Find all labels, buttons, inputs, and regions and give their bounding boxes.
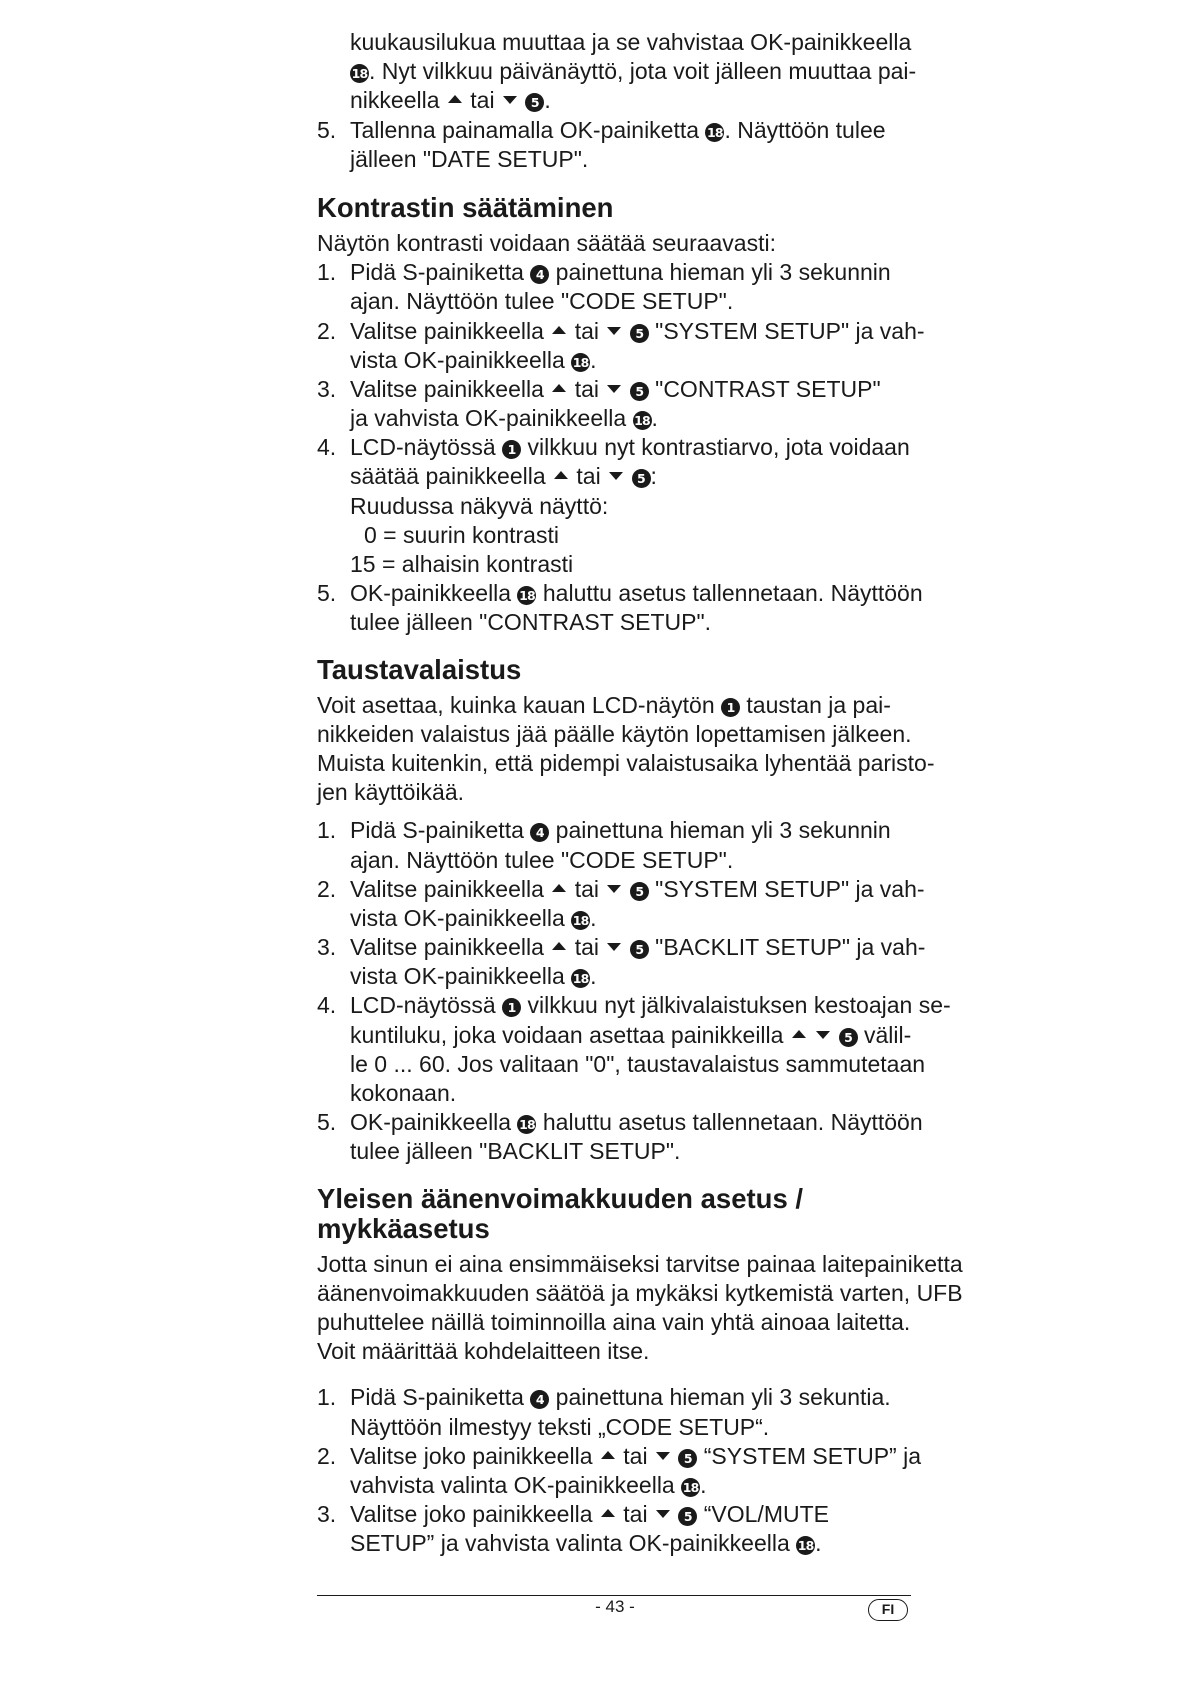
- marker-5-icon: 5: [630, 382, 649, 401]
- text: vilkkuu nyt jälkivalaistuksen kestoajan se-: [527, 992, 951, 1019]
- paragraph-line: Voit määrittää kohdelaitteen itse.: [317, 1338, 650, 1365]
- text: Voit asettaa, kuinka kauan LCD-näytön: [317, 691, 715, 718]
- text: kuukausilukua muuttaa ja se vahvistaa OK-painikkeella: [350, 29, 912, 55]
- arrow-up-icon: [552, 326, 566, 334]
- text-line: [317, 1471, 911, 1500]
- text-line: [317, 145, 911, 174]
- text: nikkeella: [350, 87, 440, 114]
- text-line: Ruudussa näkyvä näyttö:: [350, 492, 609, 519]
- list-number: 1.: [317, 259, 337, 286]
- spacer: [317, 807, 911, 816]
- arrow-up-icon: [552, 942, 566, 950]
- paragraph-line: puhuttelee näillä toiminnoilla aina vain yhtä ainoaa laitetta.: [317, 1308, 911, 1335]
- text-line: [317, 28, 911, 57]
- arrow-down-icon: [656, 1452, 670, 1460]
- text: vilkkuu nyt kontrastiarvo, jota voidaan: [527, 434, 910, 461]
- marker-18-icon: 18: [519, 1117, 535, 1133]
- marker-18-icon: 18: [707, 124, 723, 140]
- list-number: 2.: [317, 875, 337, 902]
- list-number: 4.: [317, 992, 337, 1019]
- marker-18-icon: 18: [797, 1538, 814, 1554]
- text: .: [590, 346, 597, 373]
- arrow-up-icon: [448, 95, 462, 103]
- arrow-down-icon: [609, 472, 623, 480]
- marker-18-icon: 18: [351, 66, 368, 82]
- text-line: 0 = suurin kontrasti: [364, 521, 559, 548]
- text-line: Näyttöön ilmestyy teksti „CODE SETUP“.: [350, 1413, 770, 1440]
- text: "BACKLIT SETUP" ja vah-: [655, 934, 926, 961]
- marker-1-icon: 1: [502, 440, 521, 459]
- text: “VOL/MUTE: [703, 1501, 829, 1528]
- text: painettuna hieman yli 3 sekunnin: [555, 259, 891, 286]
- text: .: [544, 87, 551, 114]
- text: .: [815, 1530, 822, 1557]
- arrow-down-icon: [607, 327, 621, 335]
- arrow-down-icon: [816, 1031, 830, 1039]
- text: tai: [574, 934, 599, 961]
- text: Pidä S-painiketta: [350, 259, 524, 286]
- marker-18-icon: 18: [634, 413, 650, 429]
- list-item: [317, 1383, 911, 1412]
- text: .: [590, 963, 597, 990]
- text: välil-: [864, 1021, 912, 1048]
- text: Valitse painikkeella: [350, 934, 544, 961]
- text-line: [317, 962, 911, 991]
- text-line: [317, 346, 911, 375]
- marker-1-icon: 1: [721, 698, 740, 717]
- arrow-down-icon: [656, 1510, 670, 1518]
- arrow-down-icon: [503, 96, 517, 104]
- text: . Näyttöön tulee: [724, 116, 886, 143]
- marker-4-icon: 4: [530, 265, 549, 284]
- text: tai: [574, 375, 599, 402]
- document-page: [317, 28, 963, 1558]
- text-line: 15 = alhaisin kontrasti: [350, 551, 574, 577]
- marker-18-icon: 18: [572, 971, 589, 987]
- text: tai: [574, 317, 599, 344]
- arrow-up-icon: [601, 1509, 615, 1517]
- marker-18-icon: 18: [572, 354, 589, 370]
- language-badge: FI: [868, 1599, 908, 1621]
- text: Valitse painikkeella: [350, 317, 544, 344]
- text: vahvista valinta OK-painikkeella: [350, 1471, 675, 1498]
- text: "SYSTEM SETUP" ja vah-: [655, 875, 925, 902]
- list-item: [317, 579, 923, 608]
- text: LCD-näytössä: [350, 992, 496, 1019]
- text: Valitse painikkeella: [350, 375, 544, 402]
- marker-5-icon: 5: [632, 469, 651, 488]
- text: painettuna hieman yli 3 sekunnin: [555, 817, 891, 844]
- marker-5-icon: 5: [630, 324, 649, 343]
- text-line: tulee jälleen "CONTRAST SETUP".: [350, 609, 712, 636]
- list-number: 1.: [317, 1384, 337, 1411]
- marker-5-icon: 5: [525, 93, 544, 112]
- arrow-up-icon: [552, 884, 566, 892]
- paragraph-line: [317, 691, 911, 720]
- list-item: [317, 875, 925, 904]
- list-item: [317, 933, 926, 962]
- list-item: [317, 1108, 923, 1137]
- marker-5-icon: 5: [678, 1507, 697, 1526]
- list-item: [317, 991, 951, 1020]
- text: .: [590, 904, 597, 931]
- list-item: [317, 258, 911, 287]
- text: “SYSTEM SETUP” ja: [703, 1442, 922, 1469]
- footer-divider: [317, 1595, 911, 1596]
- marker-4-icon: 4: [530, 823, 549, 842]
- arrow-down-icon: [607, 943, 621, 951]
- text: OK-painikkeella: [350, 1109, 512, 1136]
- text: tai: [574, 875, 599, 902]
- text-line: [317, 57, 917, 86]
- list-number: 5.: [317, 580, 337, 607]
- arrow-down-icon: [607, 885, 621, 893]
- list-number: 5.: [317, 116, 337, 143]
- list-number: 1.: [317, 817, 337, 844]
- text-line: ajan. Näyttöön tulee "CODE SETUP".: [350, 846, 734, 873]
- paragraph-line: Jotta sinun ei aina ensimmäiseksi tarvitse painaa laitepainiketta: [317, 1250, 963, 1277]
- text-line: le 0 ... 60. Jos valitaan "0", taustavalaistus sammutetaan: [350, 1050, 926, 1077]
- text: Valitse joko painikkeella: [350, 1442, 593, 1469]
- text: haluttu asetus tallennetaan. Näyttöön: [542, 580, 923, 607]
- list-number: 2.: [317, 317, 337, 344]
- list-item: [317, 1500, 911, 1529]
- text: kuntiluku, joka voidaan asettaa painikkeilla: [350, 1021, 784, 1048]
- paragraph-line: jen käyttöikää.: [317, 779, 465, 806]
- text-line: säätää painikkeella tai 5 :: [350, 463, 657, 490]
- arrow-up-icon: [554, 471, 568, 479]
- list-number: 3.: [317, 375, 337, 402]
- text: tai: [576, 463, 601, 490]
- text: tai: [623, 1442, 648, 1469]
- text: taustan ja pai-: [746, 691, 891, 718]
- text: OK-painikkeella: [350, 580, 512, 607]
- text: Pidä S-painiketta: [350, 1384, 524, 1411]
- text: Tallenna painamalla OK-painiketta: [350, 116, 700, 143]
- text: . Nyt vilkkuu päivänäyttö, jota voit jälleen muuttaa pai-: [369, 58, 917, 85]
- list-number: 3.: [317, 1501, 337, 1528]
- paragraph-line: äänenvoimakkuuden säätöä ja mykäksi kytkemistä varten, UFB: [317, 1279, 963, 1306]
- text: Valitse joko painikkeella: [350, 1501, 593, 1528]
- spacer: [317, 1366, 911, 1383]
- text: .: [651, 405, 658, 432]
- paragraph-line: Muista kuitenkin, että pidempi valaistusaika lyhentää paristo-: [317, 749, 935, 776]
- marker-5-icon: 5: [630, 882, 649, 901]
- arrow-up-icon: [601, 1451, 615, 1459]
- list-item: [317, 116, 911, 145]
- text-line: [317, 86, 911, 115]
- list-item: [317, 375, 911, 404]
- marker-5-icon: 5: [678, 1449, 697, 1468]
- text: säätää painikkeella: [350, 463, 546, 490]
- paragraph: Näytön kontrasti voidaan säätää seuraavasti:: [317, 229, 776, 256]
- text: LCD-näytössä: [350, 434, 496, 461]
- section-heading-continued: mykkäasetus: [317, 1212, 490, 1244]
- marker-18-icon: 18: [572, 912, 589, 928]
- list-number: 3.: [317, 934, 337, 961]
- arrow-up-icon: [792, 1030, 806, 1038]
- text-line: ajan. Näyttöön tulee "CODE SETUP".: [350, 288, 734, 315]
- text-line: kokonaan.: [350, 1080, 457, 1106]
- text: Valitse painikkeella: [350, 875, 544, 902]
- marker-5-icon: 5: [839, 1028, 858, 1047]
- text: .: [700, 1471, 707, 1498]
- text-line: tulee jälleen "BACKLIT SETUP".: [350, 1138, 681, 1165]
- text: vista OK-painikkeella: [350, 904, 565, 931]
- text-line: [317, 904, 911, 933]
- text: Pidä S-painiketta: [350, 817, 524, 844]
- marker-1-icon: 1: [502, 998, 521, 1017]
- paragraph-line: nikkeiden valaistus jää päälle käytön lopettamisen jälkeen.: [317, 720, 912, 747]
- section-heading: Taustavalaistus: [317, 653, 522, 685]
- marker-5-icon: 5: [630, 940, 649, 959]
- text-line: [317, 1529, 911, 1558]
- section-heading: Kontrastin säätäminen: [317, 191, 614, 223]
- text-line: [317, 404, 911, 433]
- text: vista OK-painikkeella: [350, 963, 565, 990]
- arrow-down-icon: [607, 385, 621, 393]
- list-item: [317, 433, 911, 462]
- text: "CONTRAST SETUP": [655, 375, 881, 402]
- text: tai: [470, 87, 495, 114]
- list-number: 2.: [317, 1442, 337, 1469]
- arrow-up-icon: [552, 384, 566, 392]
- list-item: [317, 317, 925, 346]
- marker-4-icon: 4: [530, 1390, 549, 1409]
- list-item: [317, 816, 911, 845]
- list-number: 4.: [317, 434, 337, 461]
- page-number: - 43 -: [595, 1597, 635, 1616]
- text: tai: [623, 1501, 648, 1528]
- text: SETUP” ja vahvista valinta OK-painikkeella: [350, 1530, 790, 1557]
- text: ja vahvista OK-painikkeella: [350, 405, 627, 432]
- text: "SYSTEM SETUP" ja vah-: [655, 317, 925, 344]
- section-heading: Yleisen äänenvoimakkuuden asetus /: [317, 1182, 804, 1214]
- text: haluttu asetus tallennetaan. Näyttöön: [542, 1109, 923, 1136]
- list-number: 5.: [317, 1109, 337, 1136]
- text-line: [317, 1021, 911, 1050]
- text: jälleen "DATE SETUP".: [350, 145, 589, 172]
- text: painettuna hieman yli 3 sekuntia.: [555, 1384, 891, 1411]
- marker-18-icon: 18: [682, 1479, 699, 1495]
- text: vista OK-painikkeella: [350, 346, 565, 373]
- list-item: [317, 1442, 922, 1471]
- marker-18-icon: 18: [519, 588, 535, 604]
